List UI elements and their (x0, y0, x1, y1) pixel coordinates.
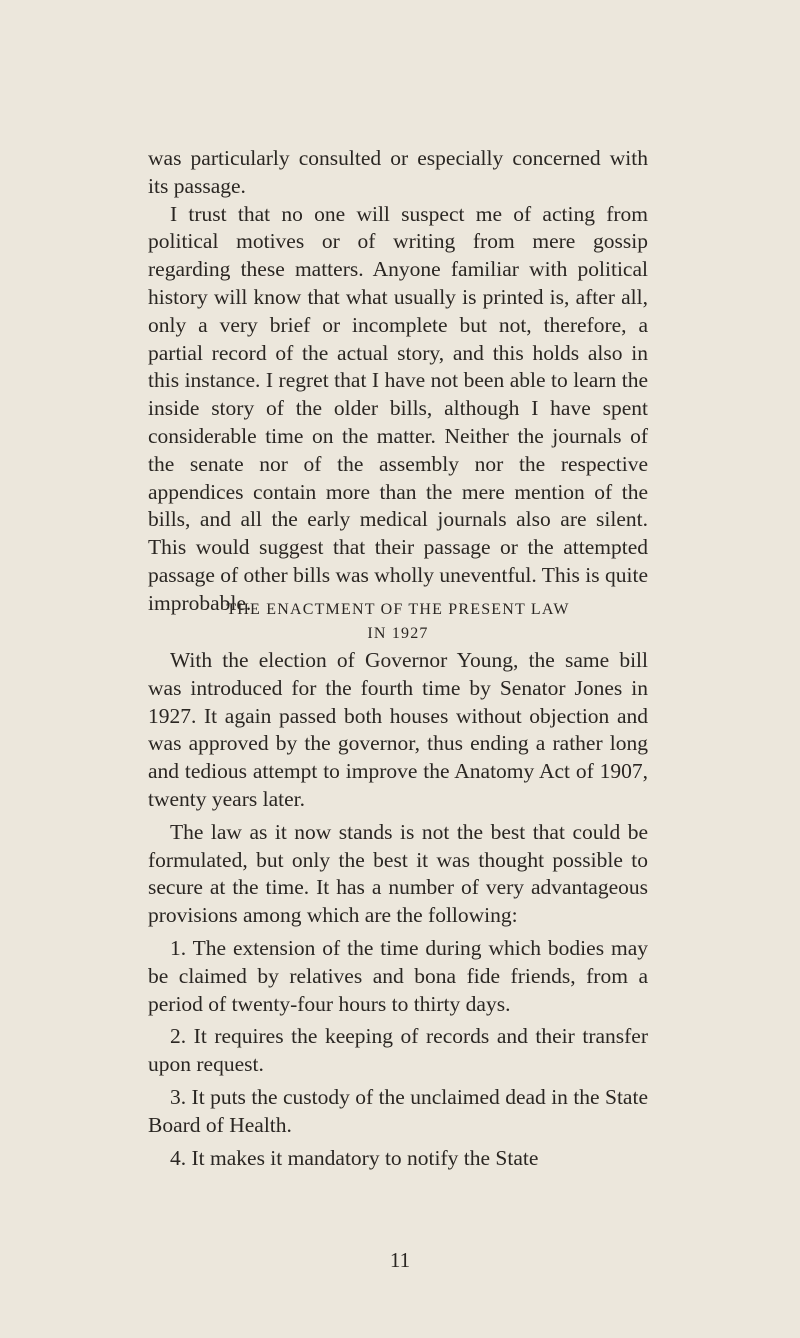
list-item: 2. It requires the keeping of records and their transfer upon request. (148, 1024, 648, 1077)
list-item: 1. The extension of the time during which bodies may be claimed by relatives and bona fide friends, from a period of twenty-four hours to thirty days. (148, 935, 648, 1016)
paragraph-governor-young: With the election of Governor Young, the same bill was introduced for the fourth time by Senator Jones in 1927. It again passed both houses without objection and was approved by the governor, thus ending a rather long and tedious attempt to improve the Anatomy Act of 1907, twenty years later. (148, 648, 648, 811)
paragraph-political-motives: I trust that no one will suspect me of acting from political motives or of writing from mere gossip regarding these matters. Anyone familiar with political history will know that what usually is printed is, after all, only a very brief or incomplete but not, therefore, a partial record of the actual story, and this holds also in this instance. I regret that I have not been able to learn the inside story of the older bills, although I have spent considerable time on the matter. Neither the journals of the senate nor of the assembly nor the respective appendices contain more than the mere mention of the bills, and all the early medical journals also are silent. This would suggest that their passage or the attempted passage of other bills was wholly uneventful. This is quite improbable. (148, 201, 649, 615)
section-heading-line1: THE ENACTMENT OF THE PRESENT LAW (226, 601, 570, 618)
page-number: 11 (389, 1248, 411, 1272)
list-item: 3. It puts the custody of the unclaimed dead in the State Board of Health. (148, 1084, 648, 1137)
paragraph-continuation: was particularly consulted or especially concerned with its passage. (148, 146, 648, 198)
paragraph-law-stands: The law as it now stands is not the best that could be formulated, but only the best it was thought possible to secure at the time. It has a number of very advantageous provisions among which are the following: (148, 819, 648, 928)
section-heading-line2: IN 1927 (367, 625, 429, 642)
text-block-top (148, 145, 648, 618)
text-block-bottom (148, 647, 648, 1172)
list-item: 4. It makes it mandatory to notify the State (170, 1145, 539, 1170)
section-heading (148, 598, 648, 646)
